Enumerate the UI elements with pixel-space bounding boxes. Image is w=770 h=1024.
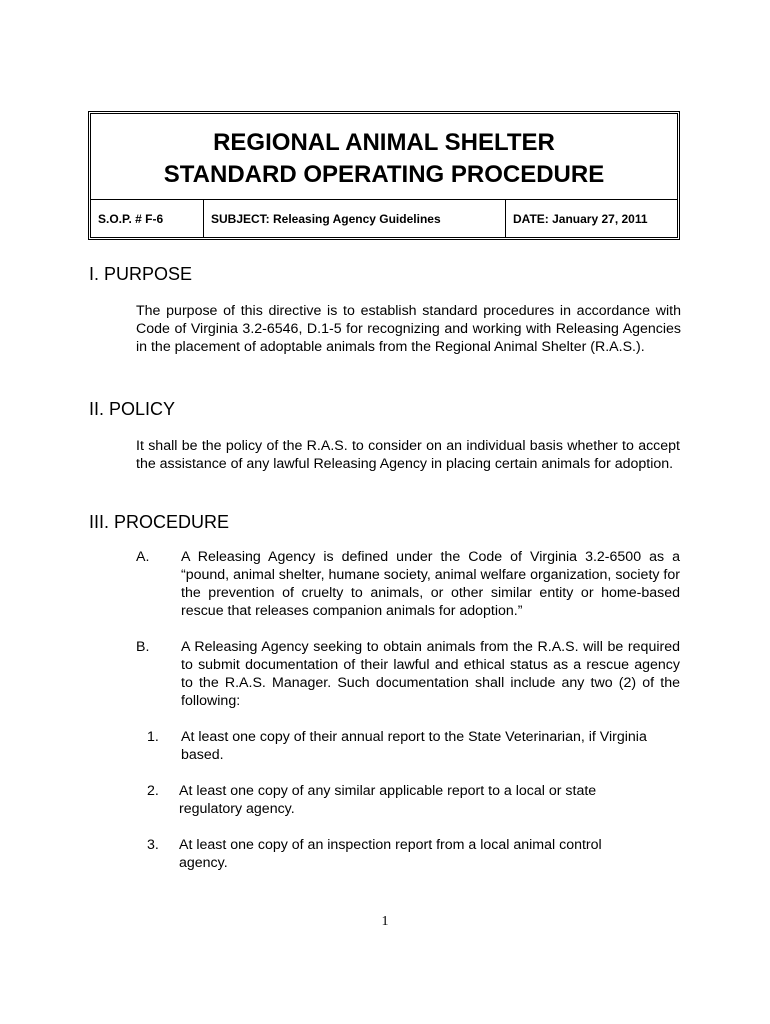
purpose-heading: I. PURPOSE (89, 264, 193, 284)
document-header-box (88, 111, 680, 240)
subitem-2-text: At least one copy of any similar applicable report to a local or state regulatory agency. (179, 783, 597, 817)
subitem-1-text: At least one copy of their annual report to the State Veterinarian, if Virginia based. (181, 729, 647, 763)
subject: SUBJECT: Releasing Agency Guidelines (204, 200, 506, 237)
date: DATE: January 27, 2011 (513, 211, 648, 226)
procedure-item-b-label: B. (136, 639, 150, 655)
subitem-2-label: 2. (147, 783, 159, 799)
title-line-2: STANDARD OPERATING PROCEDURE (163, 161, 605, 188)
procedure-heading: III. PROCEDURE (89, 512, 230, 532)
policy-text: It shall be the policy of the R.A.S. to consider on an individual basis whether to accept the assistance of any lawful Releasing Agency in placing certain animals for adoption. (136, 438, 680, 472)
sop-number: S.O.P. # F-6 (91, 200, 204, 237)
header-info-row (91, 200, 677, 237)
title-line-1: REGIONAL ANIMAL SHELTER (213, 129, 555, 156)
subitem-1-label: 1. (147, 729, 159, 745)
procedure-item-a-label: A. (136, 549, 150, 565)
purpose-text: The purpose of this directive is to establish standard procedures in accordance with Code of Virginia 3.2-6546, D.1-5 for recognizing and working with Releasing Agencies in the placement of adoptable animals from the Regional Animal Shelter (R.A.S.). (136, 303, 681, 355)
procedure-item-a-text: A Releasing Agency is defined under the Code of Virginia 3.2-6500 as a “pound, animal shelter, humane society, animal welfare organization, society for the prevention of cruelty to animals, or other similar entity or home-based rescue that releases companion animals for adoption.” (181, 549, 680, 619)
document-title (91, 114, 677, 200)
page-number: 1 (381, 914, 389, 929)
policy-heading: II. POLICY (89, 399, 176, 419)
subitem-3-text: At least one copy of an inspection report from a local animal control agency. (179, 837, 602, 871)
procedure-item-b-text: A Releasing Agency seeking to obtain animals from the R.A.S. will be required to submit documentation of their lawful and ethical status as a rescue agency to the R.A.S. Manager. Such documentation shall include any two (2) of the following: (181, 639, 680, 709)
subitem-3-label: 3. (147, 837, 159, 853)
